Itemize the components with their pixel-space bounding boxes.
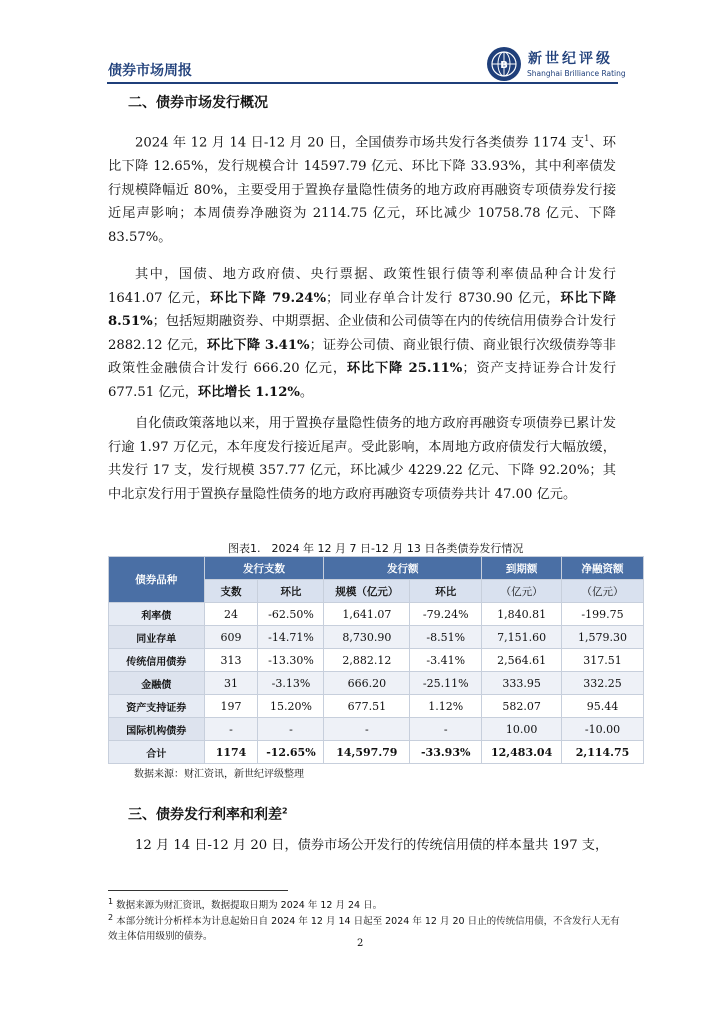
- col-header-maturity-unit: （亿元）: [482, 580, 562, 603]
- section-heading-rates: [128, 804, 288, 824]
- data-source-note: 数据来源：财汇资讯，新世纪评级整理: [134, 769, 304, 780]
- breakdown-text: 。: [299, 384, 314, 400]
- cell-net: 1,579.30: [562, 626, 644, 649]
- col-header-net-unit: （亿元）: [562, 580, 644, 603]
- col-header-type: 债券品种: [109, 557, 205, 603]
- breakdown-text: 其中，国债、地方政府债、央行票据、政策性银行债等利率债品种合计发行 1641.07 亿元，: [108, 267, 616, 306]
- cell-amount: 14,597.79: [324, 741, 410, 764]
- table-row: [109, 649, 644, 672]
- cell-type: 合计: [109, 741, 205, 764]
- cell-amount: 666.20: [324, 672, 410, 695]
- cell-maturity: 7,151.60: [482, 626, 562, 649]
- col-header-amount-group: 发行额: [324, 557, 482, 580]
- cell-maturity: 582.07: [482, 695, 562, 718]
- cell-count-chg: -3.13%: [258, 672, 324, 695]
- table-row-total: [109, 741, 644, 764]
- brand-name-en: Shanghai Brilliance Rating: [527, 69, 626, 78]
- breakdown-highlight: 环比下降 8.51%: [108, 290, 616, 330]
- cell-type: 同业存单: [109, 626, 205, 649]
- cell-count: 313: [204, 649, 258, 672]
- footnote-2-text: 本部分统计分析样本为计息起始日自 2024 年 12 月 14 日起至 2024 年 12 月 20 日止的传统信用债，不含发行人无有效主体信用级别的债券。: [108, 916, 620, 943]
- footnote-ref-1: 1: [584, 134, 590, 143]
- brand-logo-icon: [486, 46, 522, 82]
- cell-maturity: 1,840.81: [482, 603, 562, 626]
- table-row: [109, 718, 644, 741]
- section-heading-rates-text: 三、债券发行利率和利差: [128, 807, 282, 823]
- footnote-divider: [108, 890, 288, 891]
- cell-count-chg: -13.30%: [258, 649, 324, 672]
- paragraph-overview: [108, 127, 616, 249]
- brand-name: 新世纪评级: [528, 51, 613, 67]
- cell-type: 传统信用债券: [109, 649, 205, 672]
- cell-count: 609: [204, 626, 258, 649]
- cell-type: 金融债: [109, 672, 205, 695]
- col-header-count-group: 发行支数: [204, 557, 324, 580]
- col-header-count: 支数: [204, 580, 258, 603]
- cell-count-chg: -14.71%: [258, 626, 324, 649]
- col-header-amount-chg: 环比: [410, 580, 482, 603]
- col-header-amount: 规模（亿元）: [324, 580, 410, 603]
- col-header-maturity: 到期额: [482, 557, 562, 580]
- cell-count: 1174: [204, 741, 258, 764]
- cell-amount: 8,730.90: [324, 626, 410, 649]
- cell-amount-chg: -79.24%: [410, 603, 482, 626]
- cell-amount-chg: -33.93%: [410, 741, 482, 764]
- breakdown-highlight: 环比增长 1.12%: [197, 384, 300, 400]
- breakdown-text: ；资产支持证券合计发行 677.51 亿元，: [108, 361, 617, 400]
- cell-amount-chg: -25.11%: [410, 672, 482, 695]
- footnote-2: [108, 910, 628, 944]
- page-number: 2: [357, 938, 364, 949]
- cell-net: 2,114.75: [562, 741, 644, 764]
- overview-text-a: 2024 年 12 月 14 日-12 月 20 日，全国债券市场共发行各类债券 1174 支: [135, 135, 585, 151]
- cell-count: 31: [204, 672, 258, 695]
- svg-text:B: B: [500, 60, 508, 71]
- table-row: [109, 695, 644, 718]
- cell-maturity: 12,483.04: [482, 741, 562, 764]
- cell-type: 国际机构债券: [109, 718, 205, 741]
- cell-count-chg: 15.20%: [258, 695, 324, 718]
- cell-type: 利率债: [109, 603, 205, 626]
- breakdown-text: ；证券公司债、商业银行债、商业银行次级债券等非政策性金融债合计发行 666.20 亿元，: [108, 337, 616, 377]
- breakdown-highlight: 环比下降 25.11%: [346, 361, 463, 377]
- table-row: [109, 672, 644, 695]
- cell-type: 资产支持证券: [109, 695, 205, 718]
- cell-amount: -: [324, 718, 410, 741]
- paragraph-breakdown: [108, 263, 616, 405]
- cell-count: 197: [204, 695, 258, 718]
- cell-net: 332.25: [562, 672, 644, 695]
- cell-amount-chg: -8.51%: [410, 626, 482, 649]
- cell-amount: 1,641.07: [324, 603, 410, 626]
- cell-amount: 2,882.12: [324, 649, 410, 672]
- cell-amount-chg: 1.12%: [410, 695, 482, 718]
- breakdown-text: ；包括短期融资券、中期票据、企业债和公司债等在内的传统信用债券合计发行 2882.12 亿元，: [108, 314, 616, 353]
- issuance-table: [108, 556, 644, 764]
- cell-count: 24: [204, 603, 258, 626]
- cell-maturity: 10.00: [482, 718, 562, 741]
- cell-count: -: [204, 718, 258, 741]
- header-divider: [107, 82, 618, 84]
- footnote-ref-2: 2: [282, 806, 288, 816]
- table-row: [109, 603, 644, 626]
- paragraph-rates: 12 月 14 日-12 月 20 日，债券市场公开发行的传统信用债的样本量共 197 支，: [135, 838, 609, 853]
- table-row: [109, 626, 644, 649]
- cell-amount-chg: -: [410, 718, 482, 741]
- cell-maturity: 2,564.61: [482, 649, 562, 672]
- cell-amount-chg: -3.41%: [410, 649, 482, 672]
- report-title: 债券市场周报: [108, 63, 192, 79]
- breakdown-highlight: 环比下降 3.41%: [206, 337, 310, 353]
- cell-net: 95.44: [562, 695, 644, 718]
- section-heading-issuance: 二、债券市场发行概况: [128, 95, 268, 111]
- paragraph-local-gov: 自化债政策落地以来，用于置换存量隐性债务的地方政府再融资专项债券已累计发行逾 1.97 万亿元，本年度发行接近尾声。受此影响，本周地方政府债发行大幅放缓，共发行 17 支，发行规模 357.77 亿元，环比减少 4229.22 亿元、下降 92.20%；其中北京发行用于置换存量隐性债务的地方政府再融资专项债券共计 47.00 亿元。: [108, 416, 616, 502]
- overview-text-b: 、环比下降 12.65%，发行规模合计 14597.79 亿元、环比下降 33.93%，其中利率债发行规模降幅近 80%，主要受用于置换存量隐性债务的地方政府再融资专项债券发行接近尾声影响；本周债券净融资为 2114.75 亿元，环比减少 10758.78 亿元、下降 83.57%。: [108, 135, 616, 245]
- footnote-2-mark: 2: [108, 913, 114, 922]
- breakdown-highlight: 环比下降 79.24%: [210, 290, 326, 306]
- figure-caption: 图表1. 2024 年 12 月 7 日-12 月 13 日各类债券发行情况: [228, 542, 524, 555]
- cell-count-chg: -62.50%: [258, 603, 324, 626]
- footnote-1-mark: 1: [108, 897, 114, 906]
- col-header-net: 净融资额: [562, 557, 644, 580]
- cell-count-chg: -: [258, 718, 324, 741]
- breakdown-text: ；同业存单合计发行 8730.90 亿元，: [325, 290, 561, 306]
- footnote-1-text: 数据来源为财汇资讯，数据提取日期为 2024 年 12 月 24 日。: [116, 900, 383, 912]
- cell-net: -10.00: [562, 718, 644, 741]
- cell-net: -199.75: [562, 603, 644, 626]
- cell-maturity: 333.95: [482, 672, 562, 695]
- cell-net: 317.51: [562, 649, 644, 672]
- cell-amount: 677.51: [324, 695, 410, 718]
- col-header-count-chg: 环比: [258, 580, 324, 603]
- cell-count-chg: -12.65%: [258, 741, 324, 764]
